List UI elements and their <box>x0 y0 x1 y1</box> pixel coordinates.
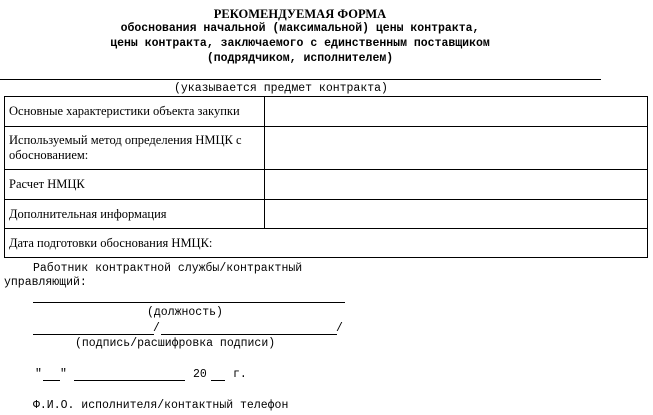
table-row <box>5 229 648 258</box>
date-quote-close: " <box>60 368 67 381</box>
table-row <box>5 200 648 229</box>
form-subtitle-line-3: (подрядчиком, исполнителем) <box>206 52 394 65</box>
date-row[interactable]: Дата подготовки обоснования НМЦК: <box>5 229 648 258</box>
table-row <box>5 127 648 170</box>
date-year-prefix: 20 <box>193 368 207 381</box>
worker-title-line-1: Работник контрактной службы/контрактный <box>33 262 303 275</box>
table-row <box>5 170 648 200</box>
row-value-calculation[interactable] <box>265 170 648 200</box>
justification-table <box>4 96 648 258</box>
position-line[interactable] <box>33 302 345 303</box>
date-year-suffix: г. <box>233 368 247 381</box>
date-month-line[interactable] <box>74 380 185 381</box>
row-label-method: Используемый метод определения НМЦК с обоснованием: <box>5 127 265 170</box>
contract-subject-line <box>0 79 601 80</box>
date-quote-open: " <box>35 368 42 381</box>
date-day-line[interactable] <box>43 380 60 381</box>
position-caption: (должность) <box>147 306 223 319</box>
signature-slash-1: / <box>153 322 160 335</box>
row-label-characteristics: Основные характеристики объекта закупки <box>5 97 265 127</box>
form-subtitle-line-1: обоснования начальной (максимальной) цены контракта, <box>120 22 480 35</box>
contact-caption: Ф.И.О. исполнителя/контактный телефон <box>33 399 289 412</box>
form-subtitle-line-2: цены контракта, заключаемого с единственным поставщиком <box>110 37 490 50</box>
row-label-calculation: Расчет НМЦК <box>5 170 265 200</box>
name-decipher-line[interactable] <box>161 334 337 335</box>
signature-line[interactable] <box>33 334 154 335</box>
row-value-additional-info[interactable] <box>265 200 648 229</box>
table-row <box>5 97 648 127</box>
row-value-characteristics[interactable] <box>265 97 648 127</box>
signature-caption: (подпись/расшифровка подписи) <box>75 337 276 350</box>
row-value-method[interactable] <box>265 127 648 170</box>
form-title: РЕКОМЕНДУЕМАЯ ФОРМА <box>213 7 387 21</box>
row-label-additional-info: Дополнительная информация <box>5 200 265 229</box>
worker-title-line-2: управляющий: <box>4 276 87 289</box>
signature-slash-2: / <box>336 322 343 335</box>
date-year-line[interactable] <box>211 380 225 381</box>
contract-subject-caption: (указывается предмет контракта) <box>174 82 388 95</box>
